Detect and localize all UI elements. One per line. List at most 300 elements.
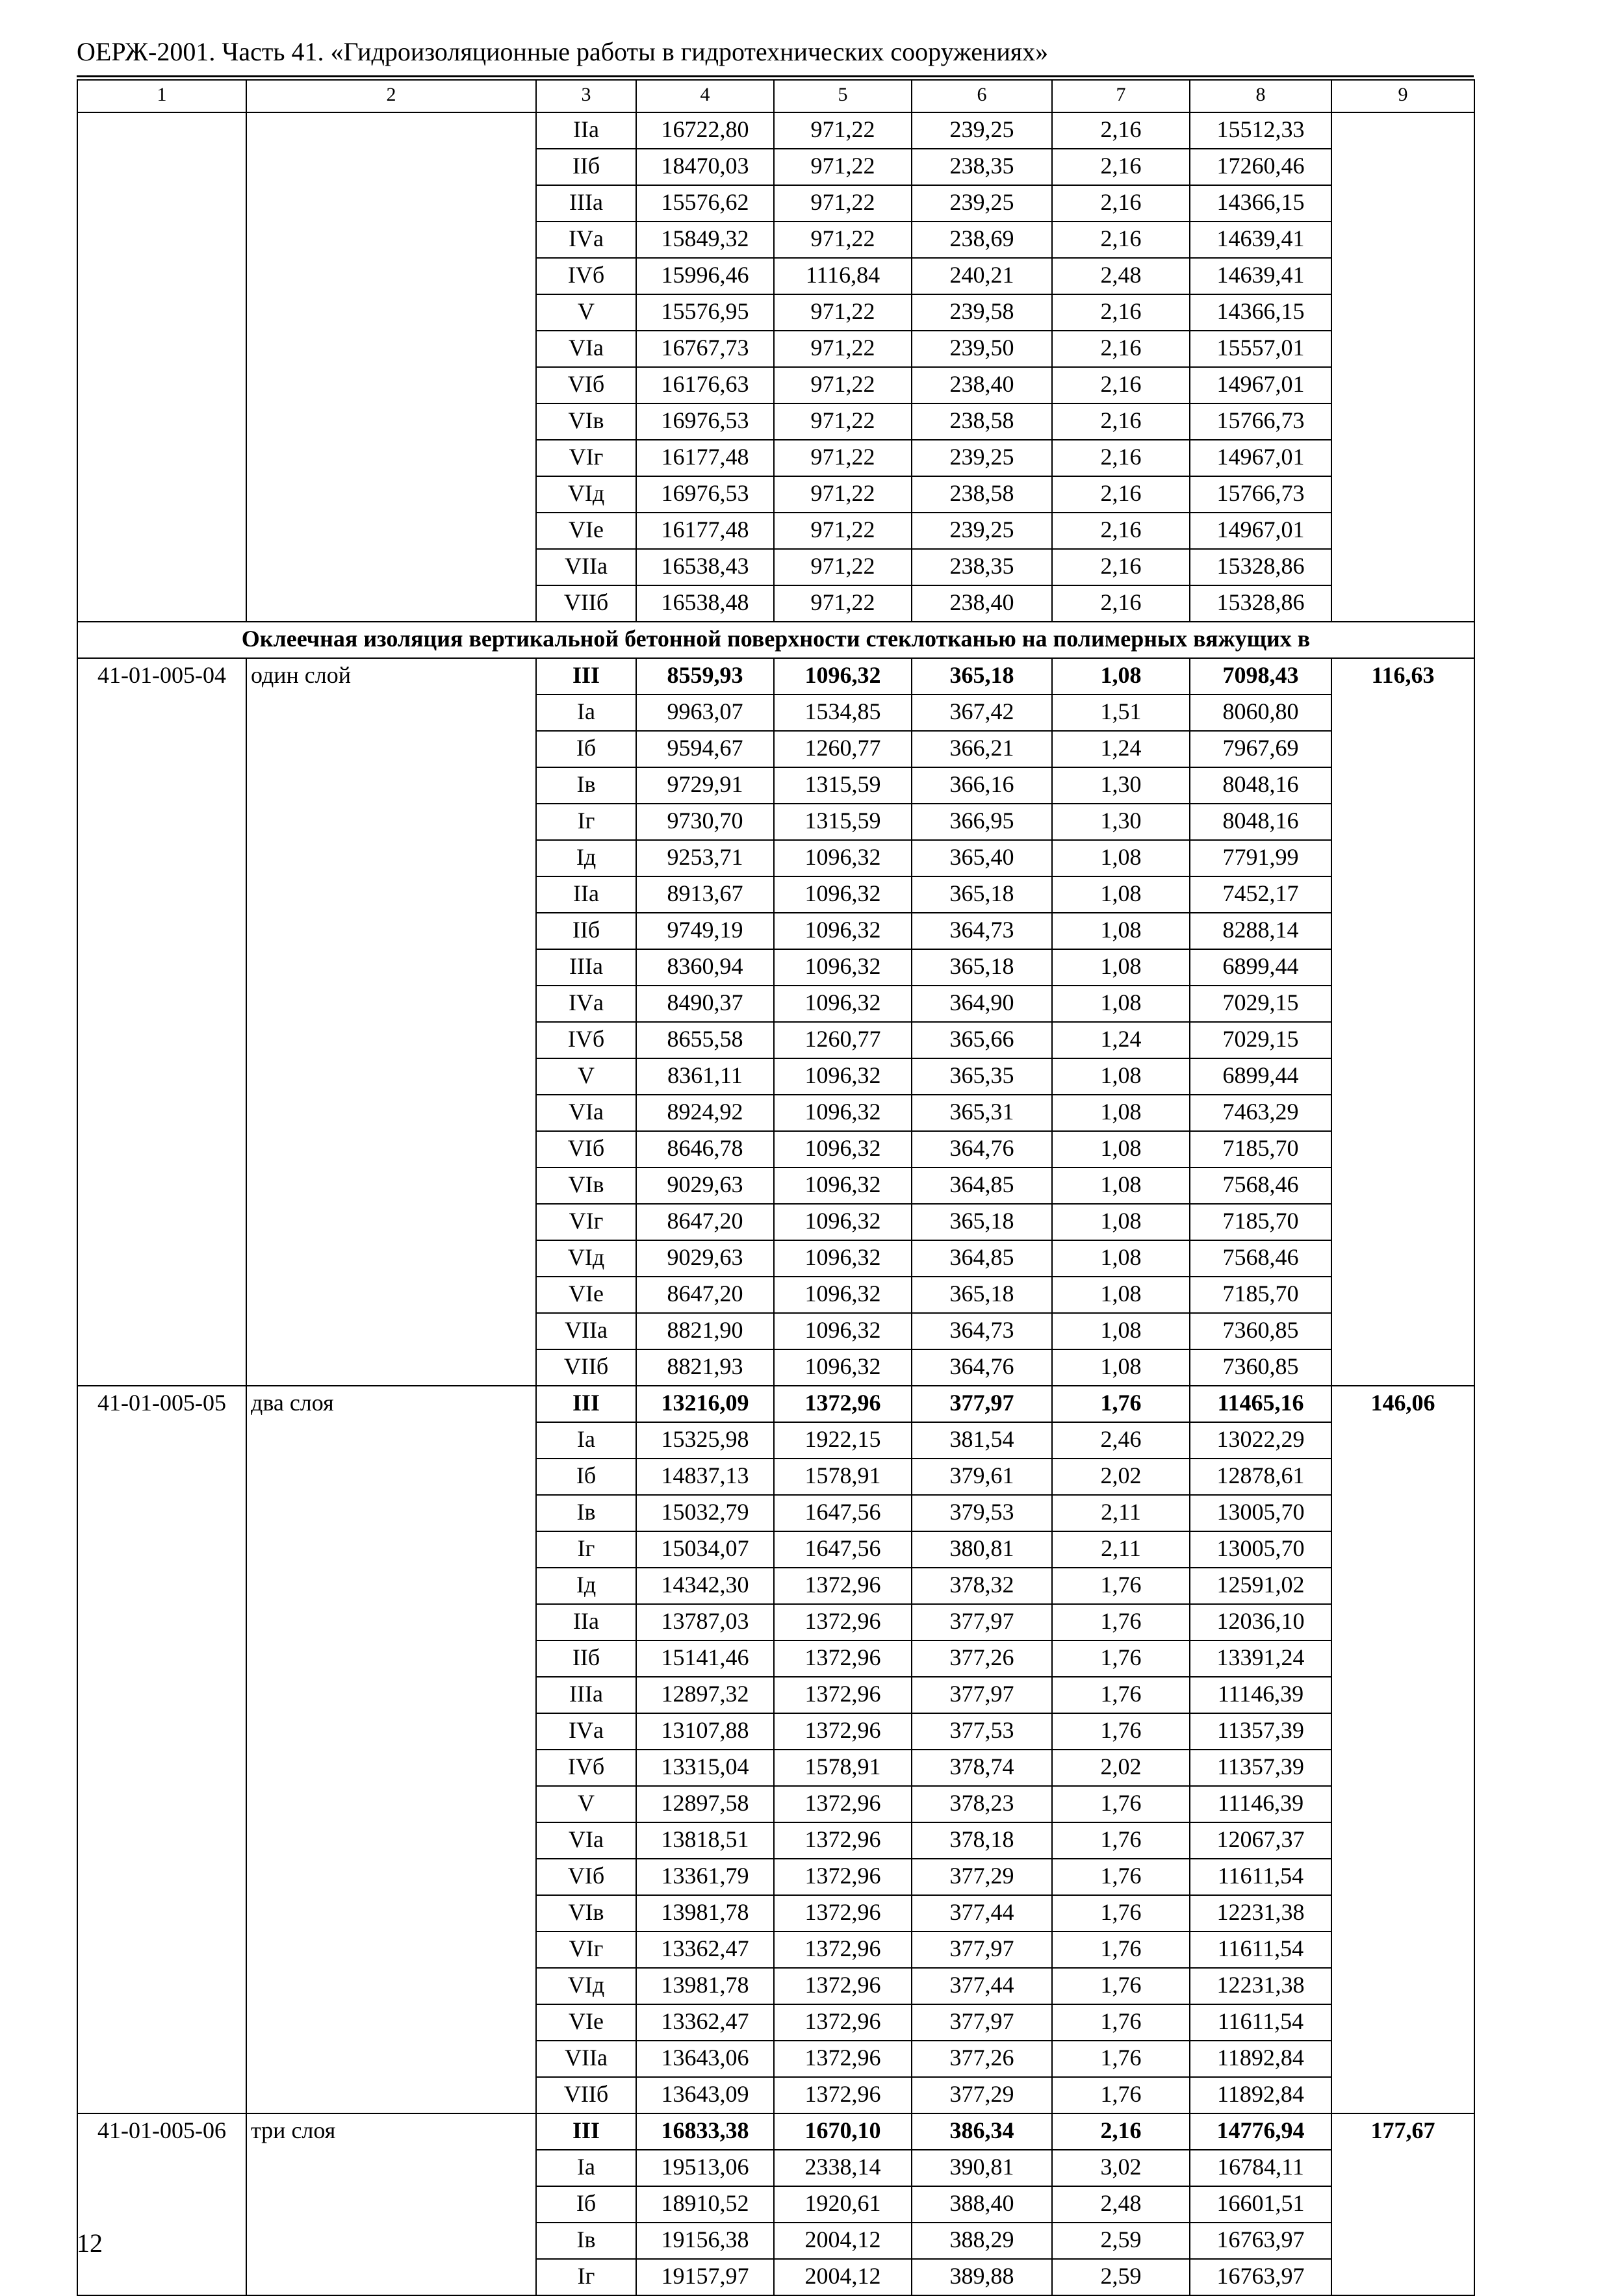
code-cell xyxy=(77,476,246,513)
machinist-wages-cell: 1,08 xyxy=(1052,840,1190,876)
code-cell xyxy=(77,1968,246,2004)
machinist-wages-cell: 2,16 xyxy=(1052,149,1190,185)
wages-cell: 1260,77 xyxy=(774,1022,912,1058)
zone-cell: III xyxy=(536,658,636,695)
wages-cell: 1372,96 xyxy=(774,1640,912,1677)
zone-cell: IVа xyxy=(536,986,636,1022)
wages-cell: 1372,96 xyxy=(774,1786,912,1822)
zone-cell: VIб xyxy=(536,367,636,403)
zone-cell: VIг xyxy=(536,440,636,476)
machinist-wages-cell: 1,76 xyxy=(1052,1895,1190,1932)
work-name-cell xyxy=(246,367,536,403)
code-cell xyxy=(77,986,246,1022)
machine-cost-cell: 365,40 xyxy=(912,840,1052,876)
machine-cost-cell: 380,81 xyxy=(912,1531,1052,1568)
work-name-cell xyxy=(246,549,536,585)
zone-cell: VIа xyxy=(536,331,636,367)
machinist-wages-cell: 1,08 xyxy=(1052,1277,1190,1313)
labor-cost-cell xyxy=(1331,331,1474,367)
materials-cost-cell: 11611,54 xyxy=(1190,2004,1331,2041)
labor-cost-cell xyxy=(1331,2041,1474,2077)
direct-cost-cell: 8490,37 xyxy=(636,986,774,1022)
labor-cost-cell xyxy=(1331,112,1474,149)
work-name-cell xyxy=(246,1277,536,1313)
wages-cell: 1096,32 xyxy=(774,1349,912,1386)
wages-cell: 971,22 xyxy=(774,367,912,403)
machinist-wages-cell: 2,02 xyxy=(1052,1750,1190,1786)
section-row xyxy=(77,622,1474,658)
table-row xyxy=(77,1022,1474,1058)
code-cell xyxy=(77,2223,246,2259)
machine-cost-cell: 239,25 xyxy=(912,513,1052,549)
work-name-cell: два слоя xyxy=(246,1386,536,1422)
wages-cell: 1096,32 xyxy=(774,1204,912,1240)
machine-cost-cell: 378,18 xyxy=(912,1822,1052,1859)
code-cell xyxy=(77,1131,246,1167)
machine-cost-cell: 364,85 xyxy=(912,1240,1052,1277)
direct-cost-cell: 9029,63 xyxy=(636,1240,774,1277)
work-name-cell xyxy=(246,513,536,549)
labor-cost-cell xyxy=(1331,1204,1474,1240)
work-name-cell xyxy=(246,1677,536,1713)
table-row xyxy=(77,1604,1474,1640)
machine-cost-cell: 377,29 xyxy=(912,1859,1052,1895)
labor-cost-cell xyxy=(1331,1095,1474,1131)
wages-cell: 971,22 xyxy=(774,403,912,440)
labor-cost-cell: 146,06 xyxy=(1331,1386,1474,1422)
machinist-wages-cell: 1,76 xyxy=(1052,2041,1190,2077)
wages-cell: 1372,96 xyxy=(774,1895,912,1932)
zone-cell: IVб xyxy=(536,258,636,294)
table-body xyxy=(77,80,1474,2295)
labor-cost-cell xyxy=(1331,1568,1474,1604)
machine-cost-cell: 239,50 xyxy=(912,331,1052,367)
wages-cell: 1096,32 xyxy=(774,1313,912,1349)
materials-cost-cell: 7791,99 xyxy=(1190,840,1331,876)
materials-cost-cell: 16763,97 xyxy=(1190,2223,1331,2259)
machine-cost-cell: 378,23 xyxy=(912,1786,1052,1822)
zone-cell: Iв xyxy=(536,2223,636,2259)
materials-cost-cell: 7029,15 xyxy=(1190,986,1331,1022)
wages-cell: 1372,96 xyxy=(774,1568,912,1604)
table-row xyxy=(77,2150,1474,2186)
direct-cost-cell: 8360,94 xyxy=(636,949,774,986)
zone-cell: VIе xyxy=(536,1277,636,1313)
materials-cost-cell: 13022,29 xyxy=(1190,1422,1331,1459)
work-name-cell xyxy=(246,986,536,1022)
zone-cell: III xyxy=(536,2113,636,2150)
machine-cost-cell: 364,73 xyxy=(912,913,1052,949)
materials-cost-cell: 11892,84 xyxy=(1190,2041,1331,2077)
wages-cell: 1372,96 xyxy=(774,2041,912,2077)
work-name-cell xyxy=(246,1531,536,1568)
machinist-wages-cell: 1,76 xyxy=(1052,1677,1190,1713)
labor-cost-cell xyxy=(1331,549,1474,585)
code-cell: 41-01-005-06 xyxy=(77,2113,246,2150)
direct-cost-cell: 8655,58 xyxy=(636,1022,774,1058)
direct-cost-cell: 18910,52 xyxy=(636,2186,774,2223)
materials-cost-cell: 7967,69 xyxy=(1190,731,1331,767)
machine-cost-cell: 381,54 xyxy=(912,1422,1052,1459)
direct-cost-cell: 13362,47 xyxy=(636,1932,774,1968)
table-row xyxy=(77,986,1474,1022)
table-row xyxy=(77,1277,1474,1313)
direct-cost-cell: 18470,03 xyxy=(636,149,774,185)
direct-cost-cell: 8361,11 xyxy=(636,1058,774,1095)
code-cell xyxy=(77,1932,246,1968)
table-row xyxy=(77,658,1474,695)
materials-cost-cell: 12878,61 xyxy=(1190,1459,1331,1495)
materials-cost-cell: 11357,39 xyxy=(1190,1750,1331,1786)
machinist-wages-cell: 2,16 xyxy=(1052,513,1190,549)
table-row xyxy=(77,1531,1474,1568)
wages-cell: 1372,96 xyxy=(774,1822,912,1859)
zone-cell: IIа xyxy=(536,1604,636,1640)
code-cell xyxy=(77,1786,246,1822)
materials-cost-cell: 13391,24 xyxy=(1190,1640,1331,1677)
table-row xyxy=(77,1422,1474,1459)
code-cell xyxy=(77,695,246,731)
materials-cost-cell: 15766,73 xyxy=(1190,403,1331,440)
work-name-cell xyxy=(246,1131,536,1167)
table-row xyxy=(77,2223,1474,2259)
wages-cell: 1096,32 xyxy=(774,1058,912,1095)
zone-cell: Iб xyxy=(536,2186,636,2223)
machine-cost-cell: 388,40 xyxy=(912,2186,1052,2223)
machinist-wages-cell: 3,02 xyxy=(1052,2150,1190,2186)
machine-cost-cell: 239,58 xyxy=(912,294,1052,331)
work-name-cell xyxy=(246,1786,536,1822)
direct-cost-cell: 16538,48 xyxy=(636,585,774,622)
direct-cost-cell: 19513,06 xyxy=(636,2150,774,2186)
machine-cost-cell: 364,85 xyxy=(912,1167,1052,1204)
labor-cost-cell xyxy=(1331,1022,1474,1058)
code-cell xyxy=(77,185,246,222)
labor-cost-cell xyxy=(1331,731,1474,767)
work-name-cell xyxy=(246,1495,536,1531)
materials-cost-cell: 8048,16 xyxy=(1190,767,1331,804)
zone-cell: Iб xyxy=(536,731,636,767)
machinist-wages-cell: 1,30 xyxy=(1052,804,1190,840)
zone-cell: Iв xyxy=(536,767,636,804)
wages-cell: 1372,96 xyxy=(774,1386,912,1422)
materials-cost-cell: 15512,33 xyxy=(1190,112,1331,149)
materials-cost-cell: 7098,43 xyxy=(1190,658,1331,695)
machinist-wages-cell: 1,08 xyxy=(1052,876,1190,913)
column-number: 6 xyxy=(912,80,1052,112)
work-name-cell: один слой xyxy=(246,658,536,695)
machine-cost-cell: 379,61 xyxy=(912,1459,1052,1495)
work-name-cell xyxy=(246,1422,536,1459)
direct-cost-cell: 15849,32 xyxy=(636,222,774,258)
work-name-cell xyxy=(246,1932,536,1968)
materials-cost-cell: 14776,94 xyxy=(1190,2113,1331,2150)
column-number: 1 xyxy=(77,80,246,112)
materials-cost-cell: 16784,11 xyxy=(1190,2150,1331,2186)
work-name-cell xyxy=(246,2041,536,2077)
machine-cost-cell: 364,76 xyxy=(912,1131,1052,1167)
wages-cell: 971,22 xyxy=(774,513,912,549)
table-row xyxy=(77,1313,1474,1349)
direct-cost-cell: 13787,03 xyxy=(636,1604,774,1640)
materials-cost-cell: 7360,85 xyxy=(1190,1313,1331,1349)
labor-cost-cell xyxy=(1331,1131,1474,1167)
zone-cell: IIб xyxy=(536,913,636,949)
direct-cost-cell: 19156,38 xyxy=(636,2223,774,2259)
table-row xyxy=(77,440,1474,476)
code-cell xyxy=(77,731,246,767)
machine-cost-cell: 238,40 xyxy=(912,367,1052,403)
work-name-cell xyxy=(246,876,536,913)
zone-cell: VIв xyxy=(536,1895,636,1932)
machine-cost-cell: 388,29 xyxy=(912,2223,1052,2259)
machine-cost-cell: 364,73 xyxy=(912,1313,1052,1349)
code-cell xyxy=(77,331,246,367)
machine-cost-cell: 365,35 xyxy=(912,1058,1052,1095)
labor-cost-cell xyxy=(1331,1604,1474,1640)
materials-cost-cell: 14639,41 xyxy=(1190,222,1331,258)
table-row xyxy=(77,767,1474,804)
work-name-cell xyxy=(246,1204,536,1240)
zone-cell: VIд xyxy=(536,1240,636,1277)
table-row xyxy=(77,876,1474,913)
materials-cost-cell: 14639,41 xyxy=(1190,258,1331,294)
code-cell: 41-01-005-05 xyxy=(77,1386,246,1422)
zone-cell: VIб xyxy=(536,1131,636,1167)
materials-cost-cell: 12036,10 xyxy=(1190,1604,1331,1640)
work-name-cell xyxy=(246,1349,536,1386)
labor-cost-cell xyxy=(1331,1313,1474,1349)
materials-cost-cell: 7185,70 xyxy=(1190,1131,1331,1167)
direct-cost-cell: 16767,73 xyxy=(636,331,774,367)
labor-cost-cell xyxy=(1331,222,1474,258)
materials-cost-cell: 14967,01 xyxy=(1190,513,1331,549)
materials-cost-cell: 7568,46 xyxy=(1190,1167,1331,1204)
table-row xyxy=(77,949,1474,986)
materials-cost-cell: 14366,15 xyxy=(1190,294,1331,331)
labor-cost-cell xyxy=(1331,986,1474,1022)
wages-cell: 1920,61 xyxy=(774,2186,912,2223)
direct-cost-cell: 14837,13 xyxy=(636,1459,774,1495)
table-row xyxy=(77,695,1474,731)
code-cell xyxy=(77,1568,246,1604)
table-row xyxy=(77,112,1474,149)
work-name-cell xyxy=(246,695,536,731)
machinist-wages-cell: 2,59 xyxy=(1052,2223,1190,2259)
labor-cost-cell xyxy=(1331,1459,1474,1495)
machinist-wages-cell: 2,11 xyxy=(1052,1531,1190,1568)
machinist-wages-cell: 1,08 xyxy=(1052,986,1190,1022)
direct-cost-cell: 16176,63 xyxy=(636,367,774,403)
machinist-wages-cell: 1,08 xyxy=(1052,1313,1190,1349)
materials-cost-cell: 12067,37 xyxy=(1190,1822,1331,1859)
labor-cost-cell xyxy=(1331,1895,1474,1932)
materials-cost-cell: 8288,14 xyxy=(1190,913,1331,949)
code-cell xyxy=(77,2004,246,2041)
direct-cost-cell: 9594,67 xyxy=(636,731,774,767)
wages-cell: 1372,96 xyxy=(774,1859,912,1895)
direct-cost-cell: 8647,20 xyxy=(636,1204,774,1240)
code-cell xyxy=(77,1277,246,1313)
machine-cost-cell: 365,31 xyxy=(912,1095,1052,1131)
labor-cost-cell xyxy=(1331,185,1474,222)
table-row xyxy=(77,1058,1474,1095)
table-row xyxy=(77,1640,1474,1677)
table-row xyxy=(77,1968,1474,2004)
machinist-wages-cell: 1,08 xyxy=(1052,1204,1190,1240)
wages-cell: 971,22 xyxy=(774,149,912,185)
wages-cell: 1534,85 xyxy=(774,695,912,731)
work-name-cell xyxy=(246,2259,536,2295)
code-cell xyxy=(77,804,246,840)
machine-cost-cell: 377,26 xyxy=(912,2041,1052,2077)
work-name-cell xyxy=(246,476,536,513)
table-row xyxy=(77,1677,1474,1713)
labor-cost-cell xyxy=(1331,1422,1474,1459)
table-row xyxy=(77,222,1474,258)
code-cell xyxy=(77,1022,246,1058)
table-row xyxy=(77,1713,1474,1750)
zone-cell: Iа xyxy=(536,2150,636,2186)
column-number: 7 xyxy=(1052,80,1190,112)
table-row xyxy=(77,1095,1474,1131)
labor-cost-cell xyxy=(1331,1058,1474,1095)
work-name-cell xyxy=(246,731,536,767)
machinist-wages-cell: 2,16 xyxy=(1052,2113,1190,2150)
zone-cell: VIг xyxy=(536,1932,636,1968)
table-row xyxy=(77,294,1474,331)
table-row xyxy=(77,2186,1474,2223)
machinist-wages-cell: 1,51 xyxy=(1052,695,1190,731)
work-name-cell xyxy=(246,185,536,222)
materials-cost-cell: 7029,15 xyxy=(1190,1022,1331,1058)
labor-cost-cell xyxy=(1331,1677,1474,1713)
zone-cell: VIа xyxy=(536,1095,636,1131)
zone-cell: VIIб xyxy=(536,2077,636,2113)
column-number: 5 xyxy=(774,80,912,112)
page-number: 12 xyxy=(77,2228,103,2258)
direct-cost-cell: 13107,88 xyxy=(636,1713,774,1750)
direct-cost-cell: 13315,04 xyxy=(636,1750,774,1786)
price-table-container xyxy=(77,79,1474,2296)
machinist-wages-cell: 1,08 xyxy=(1052,1058,1190,1095)
table-row xyxy=(77,2004,1474,2041)
direct-cost-cell: 13216,09 xyxy=(636,1386,774,1422)
code-cell xyxy=(77,1058,246,1095)
zone-cell: V xyxy=(536,1786,636,1822)
zone-cell: Iг xyxy=(536,1531,636,1568)
code-cell xyxy=(77,1422,246,1459)
work-name-cell xyxy=(246,2004,536,2041)
code-cell xyxy=(77,1677,246,1713)
wages-cell: 1372,96 xyxy=(774,2077,912,2113)
direct-cost-cell: 13818,51 xyxy=(636,1822,774,1859)
machine-cost-cell: 238,69 xyxy=(912,222,1052,258)
machinist-wages-cell: 2,16 xyxy=(1052,112,1190,149)
code-cell xyxy=(77,222,246,258)
code-cell xyxy=(77,2150,246,2186)
direct-cost-cell: 16177,48 xyxy=(636,440,774,476)
code-cell xyxy=(77,1240,246,1277)
code-cell xyxy=(77,1495,246,1531)
materials-cost-cell: 7463,29 xyxy=(1190,1095,1331,1131)
direct-cost-cell: 9029,63 xyxy=(636,1167,774,1204)
table-row xyxy=(77,476,1474,513)
code-cell xyxy=(77,549,246,585)
work-name-cell xyxy=(246,804,536,840)
wages-cell: 1096,32 xyxy=(774,876,912,913)
machinist-wages-cell: 1,08 xyxy=(1052,1167,1190,1204)
work-name-cell xyxy=(246,2223,536,2259)
machinist-wages-cell: 1,76 xyxy=(1052,1859,1190,1895)
materials-cost-cell: 7185,70 xyxy=(1190,1204,1331,1240)
labor-cost-cell xyxy=(1331,367,1474,403)
zone-cell: IVб xyxy=(536,1022,636,1058)
machinist-wages-cell: 1,76 xyxy=(1052,2004,1190,2041)
materials-cost-cell: 17260,46 xyxy=(1190,149,1331,185)
wages-cell: 1096,32 xyxy=(774,1240,912,1277)
machine-cost-cell: 240,21 xyxy=(912,258,1052,294)
machine-cost-cell: 377,44 xyxy=(912,1895,1052,1932)
labor-cost-cell xyxy=(1331,258,1474,294)
materials-cost-cell: 13005,70 xyxy=(1190,1531,1331,1568)
table-row xyxy=(77,1131,1474,1167)
labor-cost-cell xyxy=(1331,840,1474,876)
zone-cell: VIв xyxy=(536,403,636,440)
wages-cell: 971,22 xyxy=(774,185,912,222)
labor-cost-cell xyxy=(1331,2150,1474,2186)
direct-cost-cell: 9253,71 xyxy=(636,840,774,876)
wages-cell: 1096,32 xyxy=(774,1131,912,1167)
labor-cost-cell xyxy=(1331,1932,1474,1968)
direct-cost-cell: 8646,78 xyxy=(636,1131,774,1167)
direct-cost-cell: 15576,95 xyxy=(636,294,774,331)
work-name-cell xyxy=(246,1968,536,2004)
materials-cost-cell: 11611,54 xyxy=(1190,1859,1331,1895)
table-row xyxy=(77,1204,1474,1240)
machine-cost-cell: 238,35 xyxy=(912,149,1052,185)
machinist-wages-cell: 1,08 xyxy=(1052,949,1190,986)
materials-cost-cell: 12231,38 xyxy=(1190,1895,1331,1932)
work-name-cell xyxy=(246,767,536,804)
zone-cell: VIIа xyxy=(536,549,636,585)
wages-cell: 1647,56 xyxy=(774,1531,912,1568)
zone-cell: IIб xyxy=(536,1640,636,1677)
wages-cell: 971,22 xyxy=(774,112,912,149)
machine-cost-cell: 377,53 xyxy=(912,1713,1052,1750)
column-number: 3 xyxy=(536,80,636,112)
labor-cost-cell xyxy=(1331,1349,1474,1386)
code-cell xyxy=(77,440,246,476)
materials-cost-cell: 16601,51 xyxy=(1190,2186,1331,2223)
zone-cell: VIд xyxy=(536,1968,636,2004)
labor-cost-cell xyxy=(1331,876,1474,913)
machine-cost-cell: 365,66 xyxy=(912,1022,1052,1058)
labor-cost-cell xyxy=(1331,913,1474,949)
zone-cell: Iа xyxy=(536,1422,636,1459)
labor-cost-cell: 116,63 xyxy=(1331,658,1474,695)
labor-cost-cell xyxy=(1331,2223,1474,2259)
work-name-cell xyxy=(246,1459,536,1495)
code-cell xyxy=(77,1640,246,1677)
direct-cost-cell: 8924,92 xyxy=(636,1095,774,1131)
machine-cost-cell: 378,74 xyxy=(912,1750,1052,1786)
zone-cell: III xyxy=(536,1386,636,1422)
code-cell xyxy=(77,149,246,185)
work-name-cell xyxy=(246,1750,536,1786)
machinist-wages-cell: 1,76 xyxy=(1052,1604,1190,1640)
wages-cell: 971,22 xyxy=(774,440,912,476)
